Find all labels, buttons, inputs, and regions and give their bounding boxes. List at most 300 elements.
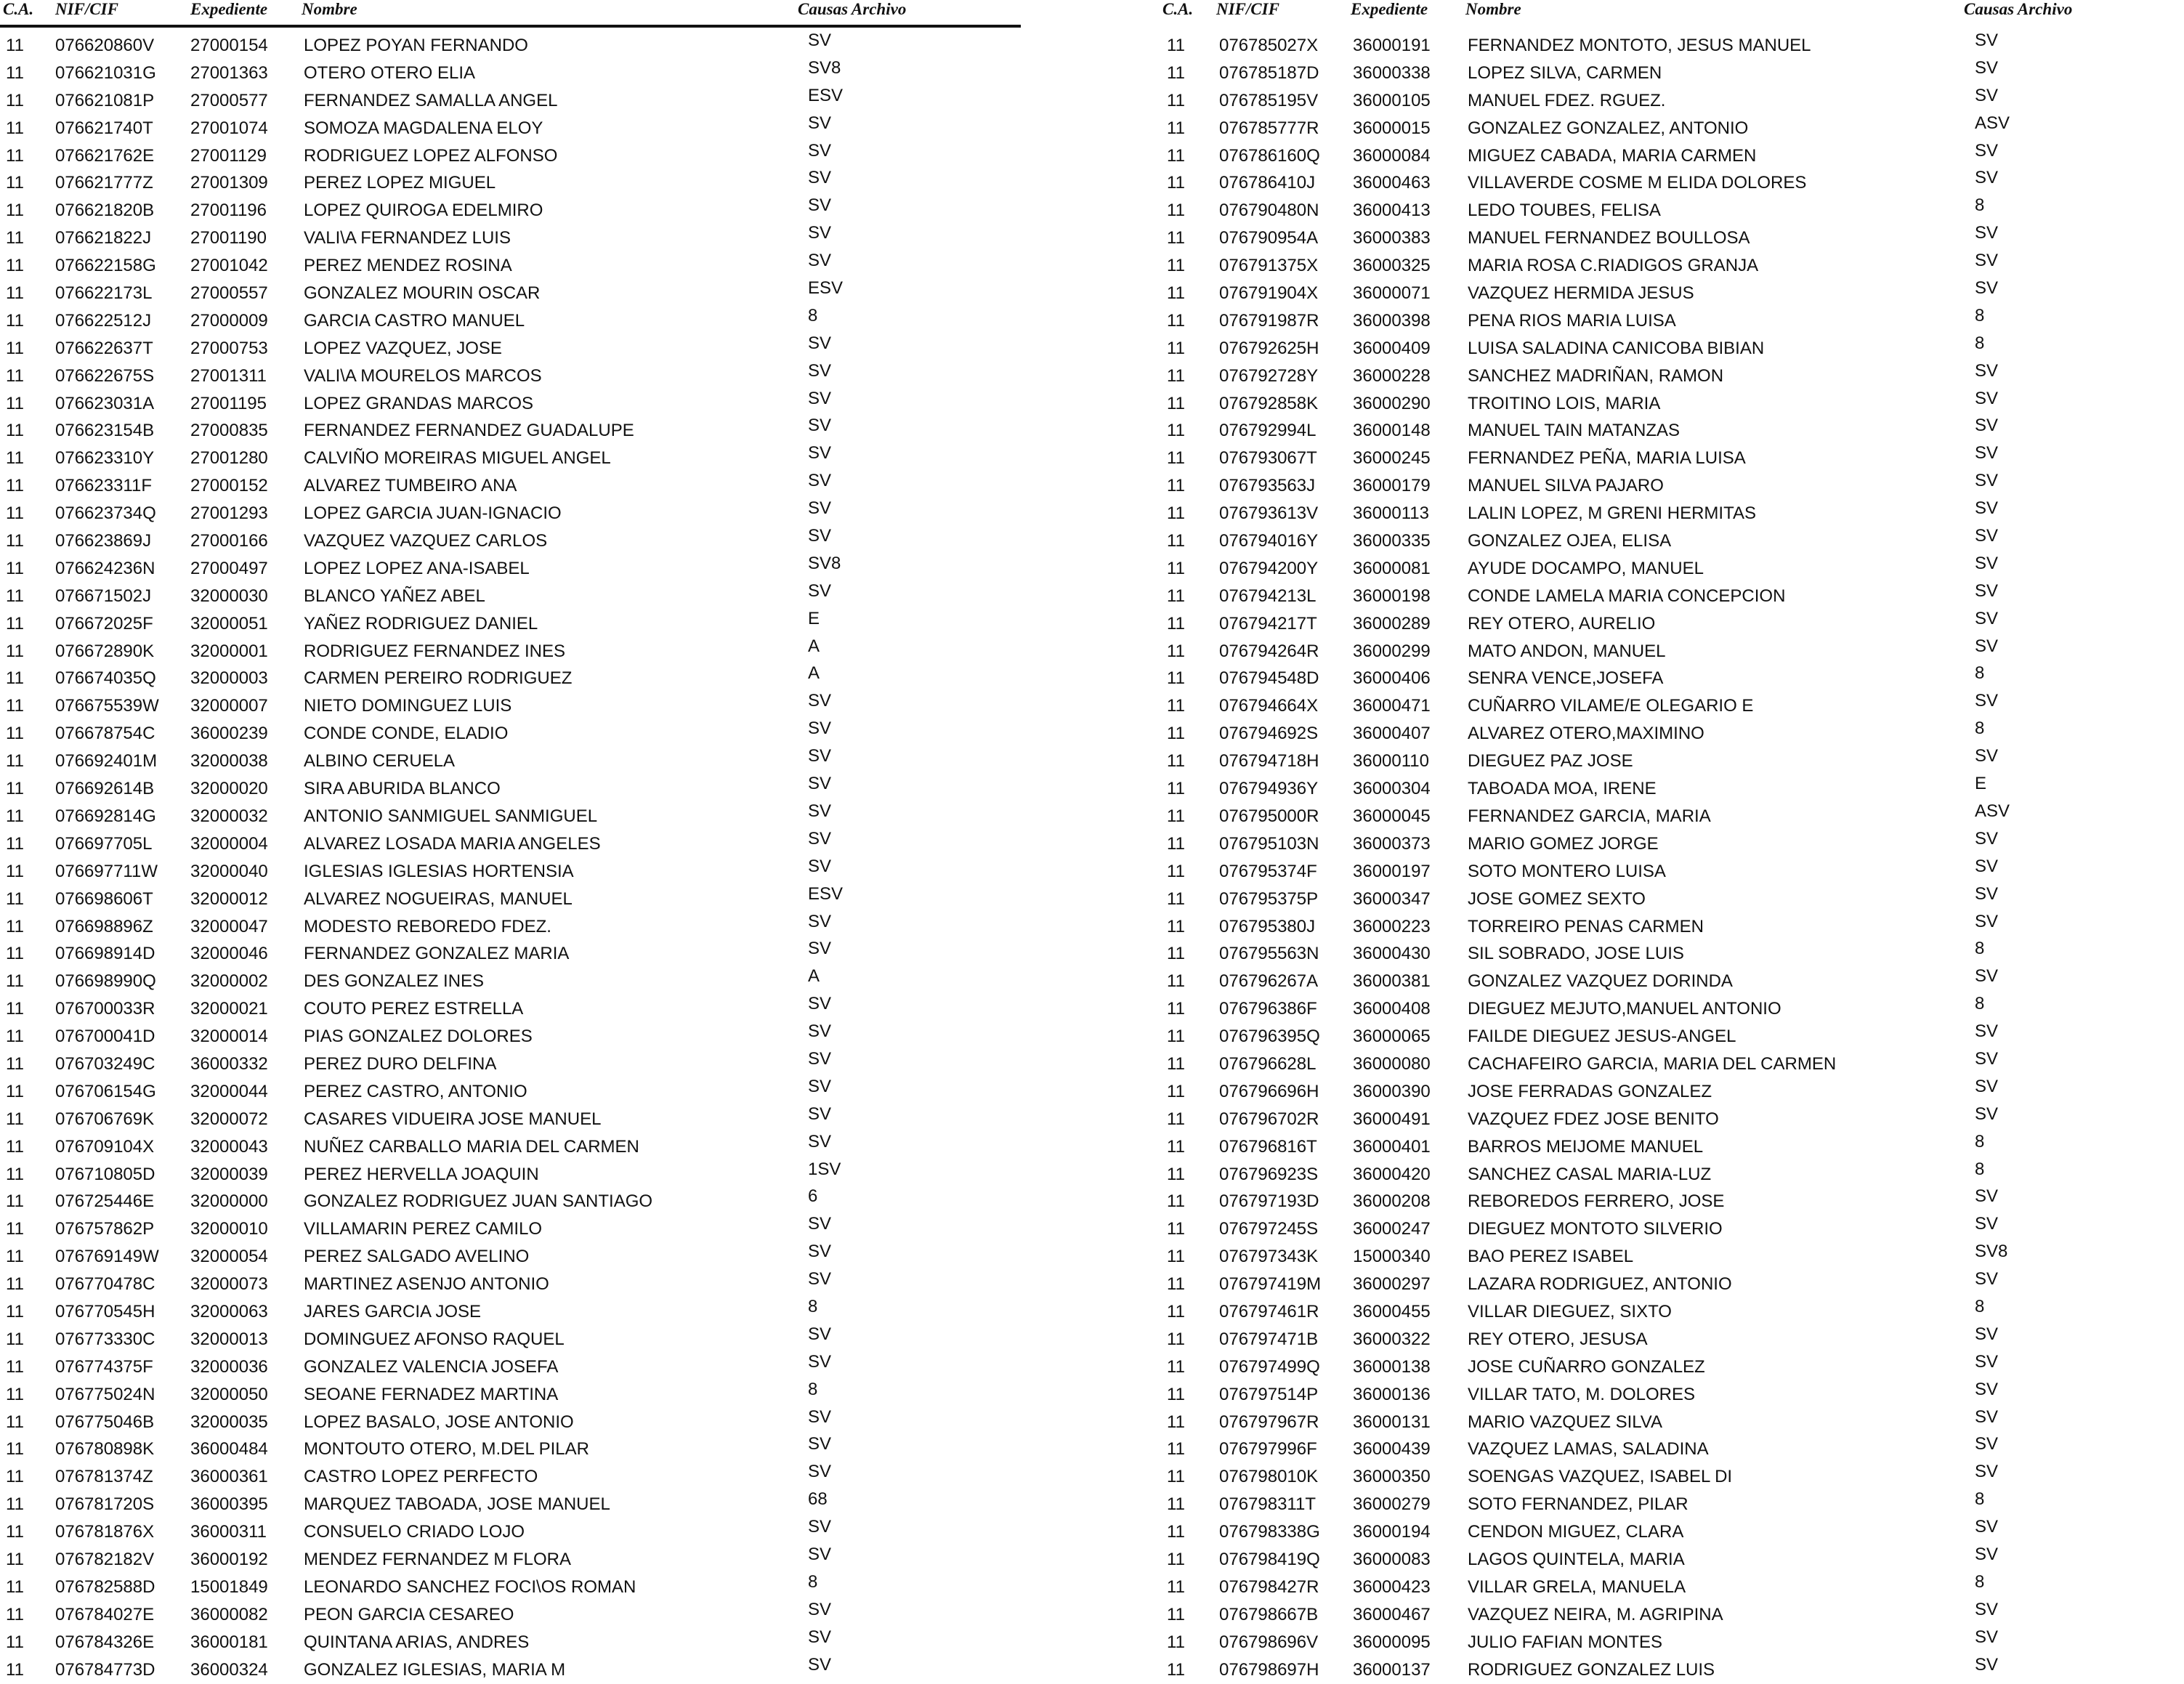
cell-causas: SV (808, 1048, 832, 1069)
cell-nombre: LOPEZ GARCIA JUAN-IGNACIO (304, 503, 562, 524)
table-row (1162, 252, 2184, 280)
table-row (0, 580, 1032, 610)
table-row (0, 1491, 1032, 1518)
table-row (1162, 1518, 2184, 1546)
table-row (0, 307, 1032, 335)
cell-ca: 11 (6, 1384, 24, 1404)
cell-nombre: JOSE FERRADAS GONZALEZ (1468, 1081, 1712, 1101)
cell-nif: 076710805D (55, 1164, 155, 1184)
cell-nombre: VALI\A FERNANDEZ LUIS (304, 228, 511, 248)
cell-expediente: 36000455 (1353, 1301, 1431, 1321)
cell-expediente: 36000065 (1353, 1027, 1431, 1047)
cell-nif: 076796702R (1219, 1109, 1319, 1129)
header-causas: Causas Archivo (798, 0, 907, 18)
cell-ca: 11 (1167, 365, 1185, 386)
table-row (1162, 527, 2184, 555)
table-row (0, 1571, 1032, 1601)
table-row (0, 32, 1032, 60)
cell-expediente: 36000299 (1353, 641, 1431, 661)
cell-ca: 11 (6, 201, 24, 221)
cell-expediente: 36000407 (1353, 724, 1431, 744)
cell-nombre: DES GONZALEZ INES (304, 971, 485, 992)
cell-causas: SV (1975, 1379, 1999, 1399)
cell-expediente: 36000332 (190, 1053, 268, 1074)
table-row (1162, 1406, 2184, 1436)
cell-expediente: 32000013 (190, 1329, 268, 1349)
cell-nif: 076672025F (55, 613, 153, 633)
cell-nombre: ANTONIO SANMIGUEL SANMIGUEL (304, 806, 598, 826)
table-row (0, 224, 1032, 252)
cell-nif: 076775046B (55, 1412, 155, 1432)
cell-nombre: ALBINO CERUELA (304, 751, 456, 772)
cell-ca: 11 (6, 861, 24, 881)
cell-ca: 11 (6, 173, 24, 193)
cell-expediente: 27001190 (190, 228, 267, 248)
cell-expediente: 36000413 (1353, 201, 1431, 221)
cell-expediente: 36000082 (190, 1604, 268, 1624)
cell-nombre: OTERO OTERO ELIA (304, 62, 476, 83)
table-row (1162, 1298, 2184, 1326)
cell-nif: 076703249C (55, 1053, 155, 1074)
cell-nombre: VILLAR TATO, M. DOLORES (1468, 1384, 1695, 1404)
cell-nif: 076623031A (55, 393, 155, 413)
cell-nif: 076795563N (1219, 944, 1319, 964)
cell-ca: 11 (1167, 421, 1185, 441)
cell-nif: 076623734Q (55, 503, 156, 524)
cell-causas: SV (1975, 1434, 1999, 1454)
table-row (1162, 1023, 2184, 1051)
cell-ca: 11 (6, 1632, 24, 1652)
cell-ca: 11 (1167, 1494, 1185, 1515)
cell-ca: 11 (1167, 36, 1185, 55)
cell-ca: 11 (6, 1247, 24, 1267)
cell-ca: 11 (1167, 641, 1185, 661)
cell-expediente: 36000335 (1353, 531, 1431, 551)
cell-causas: SV (808, 443, 832, 463)
cell-expediente: 27000497 (190, 558, 268, 578)
table-row (1162, 1463, 2184, 1491)
cell-ca: 11 (6, 1301, 24, 1321)
cell-nif: 076795000R (1219, 806, 1319, 826)
cell-causas: 8 (1975, 1131, 1985, 1151)
cell-causas: SV (808, 333, 832, 353)
header-rule (0, 25, 1021, 28)
cell-causas: SV (808, 1104, 832, 1124)
cell-nombre: SOENGAS VAZQUEZ, ISABEL DI (1468, 1467, 1733, 1487)
cell-expediente: 32000073 (190, 1274, 268, 1295)
cell-expediente: 32000030 (190, 586, 268, 606)
cell-ca: 11 (1167, 173, 1185, 193)
cell-causas: ESV (808, 85, 844, 105)
header-nif: NIF/CIF (1216, 0, 1279, 18)
table-row (1162, 142, 2184, 170)
cell-causas: SV (1975, 471, 1999, 491)
cell-ca: 11 (6, 531, 24, 551)
cell-expediente: 36000181 (190, 1632, 268, 1652)
table-row (1162, 1188, 2184, 1215)
cell-nombre: LEDO TOUBES, FELISA (1468, 201, 1661, 221)
table-row (1162, 830, 2184, 858)
cell-nombre: PEREZ DURO DELFINA (304, 1053, 497, 1074)
right-table-header (1162, 0, 2184, 29)
cell-nif: 076698606T (55, 888, 153, 909)
cell-nombre: NUÑEZ CARBALLO MARIA DEL CARMEN (304, 1136, 639, 1157)
cell-expediente: 36000131 (1353, 1412, 1431, 1432)
cell-ca: 11 (6, 1494, 24, 1515)
cell-causas: SV (1975, 691, 1999, 711)
cell-nif: 076621081P (55, 90, 155, 110)
cell-nombre: LOPEZ BASALO, JOSE ANTONIO (304, 1412, 574, 1432)
table-row (1162, 1133, 2184, 1161)
cell-ca: 11 (1167, 971, 1185, 992)
cell-nombre: LOPEZ SILVA, CARMEN (1468, 62, 1662, 83)
cell-expediente: 32000012 (190, 888, 268, 909)
table-row (1162, 445, 2184, 472)
table-row (0, 335, 1032, 363)
cell-nif: 076795374F (1219, 861, 1317, 881)
cell-causas: SV (808, 1654, 832, 1675)
table-row (0, 57, 1032, 87)
cell-nombre: ALVAREZ LOSADA MARIA ANGELES (304, 833, 601, 854)
cell-causas: SV (808, 691, 832, 711)
cell-nif: 076794213L (1219, 586, 1317, 606)
cell-nif: 076698990Q (55, 971, 156, 992)
cell-ca: 11 (1167, 1576, 1185, 1597)
cell-expediente: 32000002 (190, 971, 268, 992)
cell-expediente: 32000010 (190, 1219, 268, 1239)
cell-expediente: 32000051 (190, 613, 268, 633)
cell-causas: SV (1975, 31, 1999, 50)
cell-causas: SV (808, 911, 832, 931)
cell-expediente: 27000835 (190, 421, 268, 441)
cell-nombre: LUISA SALADINA CANICOBA BIBIAN (1468, 338, 1765, 358)
cell-ca: 11 (6, 806, 24, 826)
table-row (0, 1106, 1032, 1133)
cell-nif: 076784326E (55, 1632, 155, 1652)
table-row (1162, 360, 2184, 390)
cell-nombre: MARQUEZ TABOADA, JOSE MANUEL (304, 1494, 610, 1515)
table-row (0, 968, 1032, 995)
cell-nombre: LALIN LOPEZ, M GRENI HERMITAS (1468, 503, 1756, 524)
cell-expediente: 36000406 (1353, 668, 1431, 689)
cell-nif: 076692614B (55, 779, 155, 799)
cell-expediente: 36000198 (1353, 586, 1431, 606)
cell-ca: 11 (1167, 1191, 1185, 1212)
table-row (0, 472, 1032, 500)
cell-nombre: SIRA ABURIDA BLANCO (304, 779, 501, 799)
cell-nif: 076623154B (55, 421, 155, 441)
cell-nombre: NIETO DOMINGUEZ LUIS (304, 696, 512, 716)
cell-expediente: 36000439 (1353, 1439, 1431, 1460)
cell-expediente: 36000192 (190, 1549, 268, 1569)
cell-nombre: DIEGUEZ MONTOTO SILVERIO (1468, 1219, 1723, 1239)
cell-nombre: AYUDE DOCAMPO, MANUEL (1468, 558, 1704, 578)
cell-causas: SV (1975, 1104, 1999, 1124)
cell-causas: 8 (1975, 718, 1985, 739)
cell-ca: 11 (1167, 944, 1185, 964)
header-nombre: Nombre (302, 0, 357, 18)
table-row (1162, 1161, 2184, 1189)
cell-nif: 076623310Y (55, 448, 155, 469)
cell-nombre: DIEGUEZ PAZ JOSE (1468, 751, 1633, 772)
cell-nombre: PEREZ SALGADO AVELINO (304, 1247, 530, 1267)
table-row (0, 1463, 1032, 1491)
cell-nombre: ALVAREZ NOGUEIRAS, MANUEL (304, 888, 573, 909)
table-row (1162, 1078, 2184, 1106)
cell-causas: SV (1975, 526, 1999, 546)
cell-nombre: FAILDE DIEGUEZ JESUS-ANGEL (1468, 1027, 1736, 1047)
cell-nombre: YAÑEZ RODRIGUEZ DANIEL (304, 613, 538, 633)
table-row (1162, 87, 2184, 115)
cell-ca: 11 (6, 916, 24, 936)
cell-expediente: 36000113 (1353, 503, 1429, 524)
cell-causas: SV (1975, 1186, 1999, 1207)
table-row (1162, 748, 2184, 775)
cell-expediente: 36000398 (1353, 310, 1431, 331)
cell-expediente: 32000020 (190, 779, 268, 799)
cell-causas: SV (808, 388, 832, 408)
cell-ca: 11 (1167, 1604, 1185, 1624)
cell-nombre: TROITINO LOIS, MARIA (1468, 393, 1661, 413)
cell-ca: 11 (1167, 118, 1185, 138)
cell-ca: 11 (6, 888, 24, 909)
cell-nombre: MARTINEZ ASENJO ANTONIO (304, 1274, 549, 1295)
cell-expediente: 32000032 (190, 806, 268, 826)
cell-ca: 11 (6, 228, 24, 248)
cell-causas: SV (1975, 883, 1999, 904)
cell-causas: SV (1975, 388, 1999, 408)
cell-ca: 11 (1167, 1659, 1185, 1680)
cell-nif: 076797245S (1219, 1219, 1319, 1239)
cell-causas: SV (808, 1324, 832, 1344)
cell-nif: 076785777R (1219, 118, 1319, 138)
cell-causas: SV (808, 1544, 832, 1564)
cell-nombre: VILLAR GRELA, MANUELA (1468, 1576, 1686, 1597)
cell-nif: 076797514P (1219, 1384, 1319, 1404)
cell-causas: SV (808, 416, 832, 436)
cell-expediente: 32000007 (190, 696, 268, 716)
cell-nombre: COUTO PEREZ ESTRELLA (304, 999, 524, 1019)
cell-nombre: VAZQUEZ NEIRA, M. AGRIPINA (1468, 1604, 1723, 1624)
cell-expediente: 36000311 (190, 1522, 267, 1542)
cell-expediente: 32000004 (190, 833, 268, 854)
cell-expediente: 27000166 (190, 531, 268, 551)
table-row (1162, 1048, 2184, 1078)
cell-expediente: 27001195 (190, 393, 267, 413)
cell-nif: 076782182V (55, 1549, 155, 1569)
cell-expediente: 36000347 (1353, 888, 1431, 909)
table-row (1162, 390, 2184, 418)
cell-nif: 076797967R (1219, 1412, 1319, 1432)
cell-causas: SV (1975, 223, 1999, 243)
cell-causas: SV (808, 828, 832, 849)
cell-nombre: LOPEZ VAZQUEZ, JOSE (304, 338, 502, 358)
cell-nif: 076698896Z (55, 916, 153, 936)
cell-expediente: 36000245 (1353, 448, 1431, 469)
cell-nombre: GONZALEZ IGLESIAS, MARIA M (304, 1659, 566, 1680)
cell-nif: 076786160Q (1219, 145, 1320, 166)
table-row (0, 995, 1032, 1023)
cell-expediente: 36000467 (1353, 1604, 1431, 1624)
cell-ca: 11 (6, 751, 24, 772)
cell-causas: 1SV (808, 1159, 841, 1179)
cell-expediente: 36000484 (190, 1439, 268, 1460)
cell-causas: E (808, 608, 820, 628)
table-row (1162, 197, 2184, 224)
table-row (0, 527, 1032, 555)
cell-ca: 11 (1167, 1247, 1185, 1267)
table-row (1162, 610, 2184, 638)
cell-expediente: 27001042 (190, 256, 268, 276)
cell-expediente: 36000361 (190, 1467, 268, 1487)
cell-nif: 076700041D (55, 1027, 155, 1047)
cell-ca: 11 (6, 393, 24, 413)
cell-nombre: CONDE CONDE, ELADIO (304, 724, 509, 744)
cell-nombre: REBOREDOS FERRERO, JOSE (1468, 1191, 1725, 1212)
cell-nif: 076798311T (1219, 1494, 1317, 1515)
cell-ca: 11 (1167, 1081, 1185, 1101)
header-expediente: Expediente (1351, 0, 1428, 18)
cell-expediente: 27000154 (190, 36, 268, 55)
cell-causas: SV (808, 1517, 832, 1537)
cell-nombre: BARROS MEIJOME MANUEL (1468, 1136, 1704, 1157)
cell-nombre: GONZALEZ OJEA, ELISA (1468, 531, 1672, 551)
cell-nif: 076791987R (1219, 310, 1319, 331)
cell-nombre: FERNANDEZ MONTOTO, JESUS MANUEL (1468, 36, 1811, 55)
cell-expediente: 36000324 (190, 1659, 268, 1680)
cell-nombre: LAZARA RODRIGUEZ, ANTONIO (1468, 1274, 1732, 1295)
cell-causas: SV (808, 471, 832, 491)
cell-ca: 11 (6, 1659, 24, 1680)
cell-nombre: LOPEZ QUIROGA EDELMIRO (304, 201, 543, 221)
table-row (0, 280, 1032, 307)
cell-nombre: MATO ANDON, MANUEL (1468, 641, 1666, 661)
cell-expediente: 36000401 (1353, 1136, 1431, 1157)
cell-nombre: JOSE CUÑARRO GONZALEZ (1468, 1356, 1705, 1377)
cell-ca: 11 (1167, 833, 1185, 854)
cell-nombre: PIAS GONZALEZ DOLORES (304, 1027, 533, 1047)
table-row (0, 1406, 1032, 1436)
cell-expediente: 32000014 (190, 1027, 268, 1047)
cell-nombre: CONSUELO CRIADO LOJO (304, 1522, 525, 1542)
cell-causas: 8 (1975, 195, 1985, 216)
cell-nombre: MONTOUTO OTERO, M.DEL PILAR (304, 1439, 589, 1460)
cell-nif: 076794200Y (1219, 558, 1319, 578)
cell-causas: SV (1975, 1462, 1999, 1482)
cell-causas: SV (808, 801, 832, 821)
cell-nif: 076798427R (1219, 1576, 1319, 1597)
cell-expediente: 36000015 (1353, 118, 1431, 138)
table-row (0, 913, 1032, 941)
table-row (1162, 580, 2184, 610)
header-ca: C.A. (3, 0, 34, 18)
cell-nif: 076725446E (55, 1191, 155, 1212)
cell-causas: SV (808, 774, 832, 794)
cell-ca: 11 (6, 90, 24, 110)
cell-nombre: PEREZ CASTRO, ANTONIO (304, 1081, 527, 1101)
cell-expediente: 32000044 (190, 1081, 268, 1101)
cell-ca: 11 (6, 365, 24, 386)
table-row (0, 692, 1032, 720)
cell-ca: 11 (1167, 1301, 1185, 1321)
cell-nif: 076790480N (1219, 201, 1319, 221)
table-row (0, 360, 1032, 390)
cell-nombre: FERNANDEZ PEÑA, MARIA LUISA (1468, 448, 1746, 469)
cell-ca: 11 (1167, 779, 1185, 799)
cell-nombre: MENDEZ FERNANDEZ M FLORA (304, 1549, 572, 1569)
cell-nif: 076622637T (55, 338, 153, 358)
cell-causas: SV (808, 195, 832, 216)
cell-expediente: 32000036 (190, 1356, 268, 1377)
cell-expediente: 36000137 (1353, 1659, 1431, 1680)
table-row (1162, 665, 2184, 692)
cell-expediente: 36000138 (1353, 1356, 1431, 1377)
cell-expediente: 32000039 (190, 1164, 268, 1184)
cell-ca: 11 (1167, 696, 1185, 716)
cell-expediente: 36000179 (1353, 476, 1431, 496)
table-row (0, 1546, 1032, 1574)
cell-nif: 076621820B (55, 201, 155, 221)
cell-ca: 11 (1167, 586, 1185, 606)
table-row (1162, 1436, 2184, 1463)
cell-nif: 076782588D (55, 1576, 155, 1597)
cell-nombre: LEONARDO SANCHEZ FOCI\OS ROMAN (304, 1576, 636, 1597)
table-row (1162, 32, 2184, 60)
cell-expediente: 36000279 (1353, 1494, 1431, 1515)
cell-nombre: MANUEL TAIN MATANZAS (1468, 421, 1681, 441)
cell-nombre: GARCIA CASTRO MANUEL (304, 310, 525, 331)
cell-expediente: 36000083 (1353, 1549, 1431, 1569)
cell-nombre: CASTRO LOPEZ PERFECTO (304, 1467, 538, 1487)
cell-ca: 11 (1167, 806, 1185, 826)
cell-nif: 076781374Z (55, 1467, 153, 1487)
cell-nombre: GONZALEZ GONZALEZ, ANTONIO (1468, 118, 1749, 138)
cell-nif: 076781720S (55, 1494, 155, 1515)
cell-causas: ASV (1975, 801, 2010, 821)
cell-causas: SV (808, 746, 832, 766)
cell-ca: 11 (1167, 1412, 1185, 1432)
cell-expediente: 36000383 (1353, 228, 1431, 248)
cell-ca: 11 (1167, 338, 1185, 358)
cell-nif: 076796923S (1219, 1164, 1319, 1184)
table-row (0, 1629, 1032, 1656)
cell-nif: 076792728Y (1219, 365, 1319, 386)
cell-causas: SV (1975, 1599, 1999, 1619)
cell-nombre: LOPEZ GRANDAS MARCOS (304, 393, 534, 413)
cell-nif: 076622512J (55, 310, 152, 331)
cell-causas: SV (1975, 360, 1999, 381)
cell-nombre: VILLAMARIN PEREZ CAMILO (304, 1219, 543, 1239)
cell-ca: 11 (6, 283, 24, 304)
cell-nif: 076797343K (1219, 1247, 1319, 1267)
cell-causas: 8 (808, 1296, 818, 1316)
table-row (1162, 1106, 2184, 1133)
cell-nif: 076774375F (55, 1356, 153, 1377)
cell-nombre: ALVAREZ TUMBEIRO ANA (304, 476, 517, 496)
cell-ca: 11 (1167, 283, 1185, 304)
cell-ca: 11 (1167, 861, 1185, 881)
cell-ca: 11 (1167, 448, 1185, 469)
cell-ca: 11 (6, 421, 24, 441)
cell-causas: SV (1975, 416, 1999, 436)
cell-expediente: 32000054 (190, 1247, 268, 1267)
cell-nif: 076797471B (1219, 1329, 1319, 1349)
cell-nif: 076797461R (1219, 1301, 1319, 1321)
cell-nombre: SOTO MONTERO LUISA (1468, 861, 1666, 881)
cell-nif: 076700033R (55, 999, 155, 1019)
cell-causas: SV (1975, 140, 1999, 161)
cell-causas: 8 (808, 1379, 818, 1399)
